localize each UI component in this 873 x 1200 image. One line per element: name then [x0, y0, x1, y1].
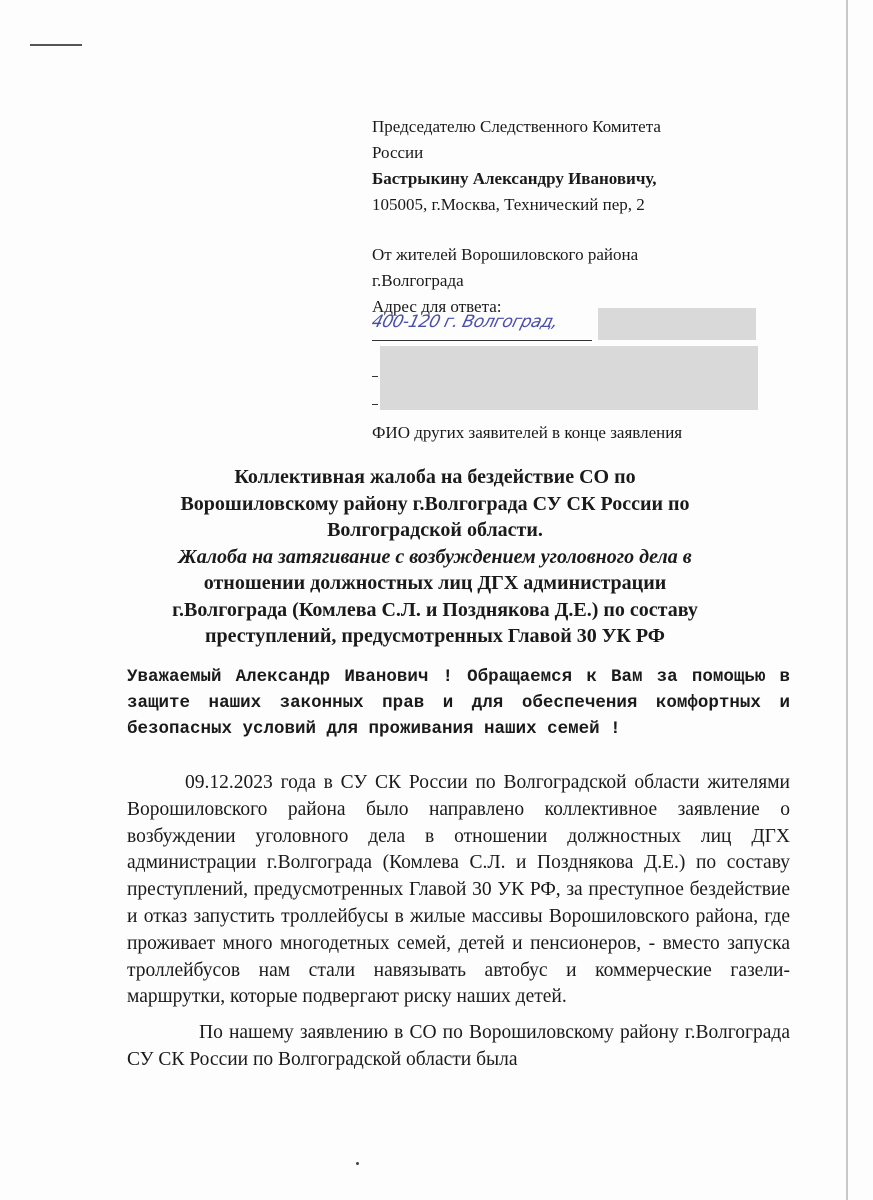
document-title: [90, 464, 780, 650]
title-line-3: Волгоградской области.: [327, 519, 543, 541]
title-line-2: Ворошиловскому району г.Волгограда СУ СК России по: [180, 492, 690, 515]
scan-mark: [30, 44, 82, 46]
reply-label: Адрес для ответа:: [372, 297, 502, 316]
title-line-6: г.Волгограда (Комлева С.Л. и Позднякова Д.Е.) по составу: [172, 598, 698, 621]
title-line-7: преступлений, предусмотренных Главой 30 УК РФ: [205, 625, 665, 647]
address-underline: [372, 340, 592, 341]
sender-line2: г.Волгограда: [372, 271, 464, 290]
body-paragraph-1: [127, 770, 790, 1011]
title-line-1: Коллективная жалоба на бездействие СО по: [234, 466, 636, 488]
body-paragraph-1-text: 09.12.2023 года в СУ СК России по Волгоградской области жителями Ворошиловского района было направлено коллективное заявление о возбуждении уголовного дела в отношении должностных лиц ДГХ администрации г.Волгограда (Комлева С.Л. и Позднякова Д.Е.) по составу преступлений, предусмотренных Главой 30 УК РФ, за преступное бездействие и отказ запустить троллейбусы в жилые массивы Ворошиловского района, где проживает много многодетных семей, детей и пенсионеров, - вместо запуска троллейбусов нам стали навязывать автобус и коммерческие газели-маршрутки, которые подвергают риску наших детей.: [127, 772, 790, 1008]
addressee-address: 105005, г.Москва, Технический пер, 2: [372, 195, 645, 214]
redacted-block-1: [598, 308, 756, 340]
dash-1: [372, 376, 378, 377]
body-paragraph-2: [127, 1020, 790, 1074]
appeal-paragraph: Уважаемый Александр Иванович ! Обращаемся к Вам за помощью в защите наших законных прав и для обеспечения комфортных и безопасных условий для проживания наших семей !: [127, 667, 790, 739]
redacted-block-2: [380, 346, 758, 410]
scan-edge: [846, 0, 848, 1200]
body-paragraph-2-text: По нашему заявлению в СО по Ворошиловскому району г.Волгограда СУ СК России по Волгоградской области была: [127, 1022, 790, 1070]
title-line-5: отношении должностных лиц ДГХ администрации: [203, 572, 667, 594]
others-note: ФИО других заявителей в конце заявления: [372, 423, 683, 442]
scan-speck: [356, 1162, 359, 1165]
addressee-name: [372, 166, 822, 192]
dash-2: [372, 404, 378, 405]
sender-line1: От жителей Ворошиловского района: [372, 245, 639, 264]
handwritten-address: 400-120 г. Волгоград,: [369, 312, 560, 332]
addressee-line2: России: [372, 143, 424, 162]
title-line-4: Жалоба на затягивание с возбуждением уголовного дела в: [178, 545, 692, 568]
addressee-line1: Председателю Следственного Комитета: [372, 117, 661, 136]
addressee-name-text: Бастрыкину Александру Ивановичу,: [372, 169, 657, 188]
